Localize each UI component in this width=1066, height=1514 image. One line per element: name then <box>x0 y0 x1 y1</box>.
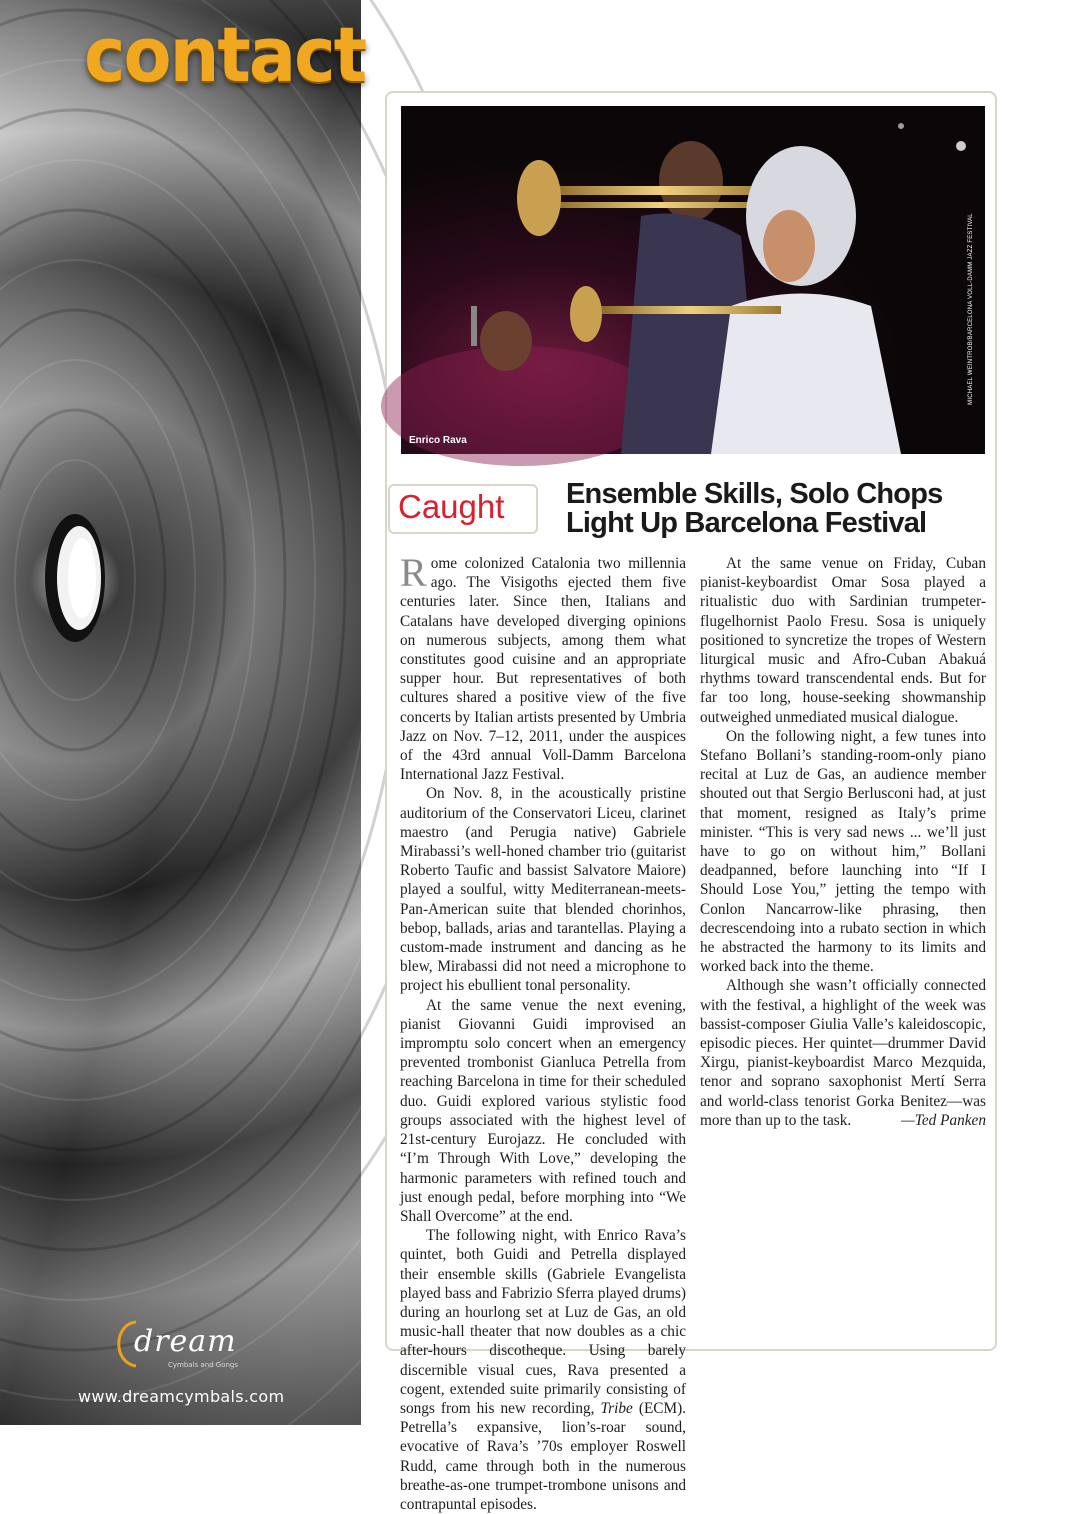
photo-caption: Enrico Rava <box>409 435 467 446</box>
article-column-left <box>400 550 687 1513</box>
ad-headline: contact <box>84 10 366 100</box>
dream-cymbals-ad <box>0 0 366 1425</box>
brand-name: dream <box>134 1324 237 1359</box>
album-title: Tribe <box>600 1399 633 1417</box>
section-label: Caught <box>398 488 505 525</box>
paragraph-4: The following night, with Enrico Rava’s quintet, both Guidi and Petrella displayed their ensemble skills (Gabriele Evangelista played bass and Fabrizio Sferra played drums) during an hourlong set at Luz de Gas, an old music-hall theater that now doubles as a chic after-hours discotheque. Using barely discernible visual cues, Rava presented a cogent, extended suite primarily consisting of songs from his new recording, Tribe (ECM). Petrella’s expansive, lion’s-roar sound, evocative of Rava’s ’70s employer Roswell Rudd, came through both in the numerous breathe-as-one trumpet-trombone unisons and contrapuntal episodes. <box>400 1227 687 1513</box>
article-headline: Ensemble Skills, Solo Chops Light Up Barcelona Festival <box>566 478 943 539</box>
photo-illustration <box>401 106 985 454</box>
article-column-right <box>700 554 986 1344</box>
paragraph-5: At the same venue on Friday, Cuban pianist-keyboardist Omar Sosa played a ritualistic duo with Sardinian trumpeter-flugelhornist Paolo Fresu. Sosa is uniquely positioned to syncretize the tropes of Western liturgical music and Afro-Cuban Abakuá rhythms toward transcendental ends. But for far too long, house-seeking showmanship outweighed unmediated musical dialogue. <box>700 555 986 726</box>
paragraph-1: Rome colonized Catalonia two millennia ago. The Visigoths ejected them five centuries later. Since then, Italians and Catalans have developed diverging opinions on numerous subjects, among them what constitutes good cuisine and an appropriate supper hour. But representatives of both cultures shared a positive view of the five concerts by Italian artists presented by Umbria Jazz on Nov. 7–12, 2011, under the auspices of the 43rd annual Voll-Damm Barcelona International Jazz Festival. <box>400 550 686 784</box>
photo-credit: MICHAEL WEINTROB/BARCELONA VOLL-DAMM JAZZ FESTIVAL <box>968 213 974 405</box>
byline: —Ted Panken <box>901 1111 986 1129</box>
ad-url[interactable]: www.dreamcymbals.com <box>78 1387 285 1406</box>
paragraph-3: At the same venue the next evening, pianist Giovanni Guidi improvised an impromptu solo concert when an emergency prevented trombonist Gianluca Petrella from reaching Barcelona in time for their scheduled duo. Guidi explored various stylistic food groups associated with the highest level of 21st-century Eurojazz. He concluded with “I’m Through With Love,” developing the harmonic parameters with refined touch and just enough pedal, before morphing into “We Shall Overcome” at the end. <box>400 996 686 1225</box>
drop-cap: R <box>400 550 427 595</box>
paragraph-2: On Nov. 8, in the acoustically pristine auditorium of the Conservatori Liceu, clarinet maestro (and Perugia native) Gabriele Mirabassi’s well-honed chamber trio (guitarist Roberto Taufic and bassist Salvatore Maiore) played a soulful, witty Mediterranean-meets-Pan-American suite that blended chorinhos, bebop, ballads, arias and tarantellas. Playing a custom-made instrument and dancing as he blew, Mirabassi did not need a microphone to project his ebullient tonal personality. <box>400 785 686 995</box>
brand-subtitle: Cymbals and Gongs <box>168 1361 239 1369</box>
paragraph-6: On the following night, a few tunes into Stefano Bollani’s standing-room-only piano recital at Luz de Gas, an audience member shouted out that Sergio Berlusconi had, at just that moment, resigned as Italy’s prime minister. “This is very sad news ... we’ll just have to go on without him,” Bollani deadpanned, before launching into “If I Should Lose You,” jetting the tempo with Conlon Nancarrow-like phrasing, then decrescendoing into a rubato section in which he abstracted the harmony to its limits and worked back into the theme. <box>700 727 986 976</box>
cymbal-illustration <box>0 0 361 1425</box>
concert-photo <box>401 106 985 454</box>
paragraph-7: Although she wasn’t officially connected with the festival, a highlight of the week was bassist-composer Giulia Valle’s kaleidoscopic, episodic pieces. Her quintet—drummer David Xirgu, pianist-keyboardist Marco Mezquida, tenor and soprano saxophonist Mertí Serra and world-class tenorist Gorka Benitez—was more than up to the task. —Ted Panken <box>700 977 986 1129</box>
